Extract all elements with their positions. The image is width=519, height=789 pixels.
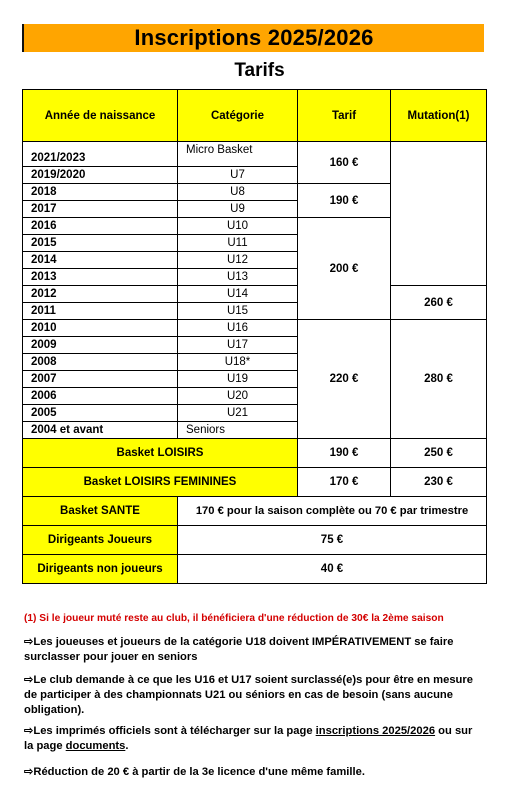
table-row — [23, 142, 487, 167]
note-text: Le club demande à ce que les U16 et U17 soient surclassé(e)s pour être en mesure de participer à des championnats U21 ou séniors en cas de besoin (sans aucune obligation). — [24, 674, 473, 716]
arrow-icon: ⇨ — [24, 636, 34, 648]
category: U13 — [178, 269, 298, 286]
category: U14 — [178, 286, 298, 303]
category: U18* — [178, 354, 298, 371]
sante-price: 170 € pour la saison complète ou 70 € par trimestre — [178, 497, 487, 526]
table-row — [23, 497, 487, 526]
birth-year: 2005 — [23, 405, 178, 422]
birth-year: 2015 — [23, 235, 178, 252]
note-text: ou sur la page — [24, 725, 473, 752]
category: U10 — [178, 218, 298, 235]
table-row — [23, 286, 487, 303]
birth-year: 2021/2023 — [23, 142, 178, 167]
column-header: Catégorie — [178, 90, 298, 142]
category: U20 — [178, 388, 298, 405]
sante-label: Basket SANTE — [23, 497, 178, 526]
category: U17 — [178, 337, 298, 354]
mutation-price: 230 € — [391, 468, 487, 497]
dirigeants-joueurs-label: Dirigeants Joueurs — [23, 526, 178, 555]
category: Micro Basket — [178, 142, 298, 167]
arrow-icon: ⇨ — [24, 766, 34, 778]
table-row — [23, 526, 487, 555]
column-header: Année de naissance — [23, 90, 178, 142]
tarifs-table — [22, 89, 487, 584]
birth-year: 2018 — [23, 184, 178, 201]
note-text: Réduction de 20 € à partir de la 3e licence d'une même famille. — [33, 766, 365, 778]
price: 190 € — [298, 184, 391, 218]
dirigeants-non-joueurs-label: Dirigeants non joueurs — [23, 555, 178, 584]
loisirs-feminines-label: Basket LOISIRS FEMININES — [23, 468, 298, 497]
price: 190 € — [298, 439, 391, 468]
birth-year: 2019/2020 — [23, 167, 178, 184]
note-text: Les joueuses et joueurs de la catégorie U18 doivent IMPÉRATIVEMENT se faire surclasser pour jouer en seniors — [24, 636, 454, 663]
section-subtitle: Tarifs — [234, 60, 285, 81]
column-header: Tarif — [298, 90, 391, 142]
dirigeants-joueurs-price: 75 € — [178, 526, 487, 555]
category: U7 — [178, 167, 298, 184]
mutation-price: 250 € — [391, 439, 487, 468]
note-reduction — [24, 765, 484, 780]
mutation-price: 280 € — [391, 320, 487, 439]
birth-year: 2010 — [23, 320, 178, 337]
note-text: Les imprimés officiels sont à télécharger sur la page — [33, 725, 316, 737]
birth-year: 2016 — [23, 218, 178, 235]
category: U12 — [178, 252, 298, 269]
birth-year: 2017 — [23, 201, 178, 218]
loisirs-label: Basket LOISIRS — [23, 439, 298, 468]
birth-year: 2006 — [23, 388, 178, 405]
mutation-footnote: (1) Si le joueur muté reste au club, il bénéficiera d'une réduction de 30€ la 2ème saison — [24, 613, 444, 624]
column-header: Mutation(1) — [391, 90, 487, 142]
birth-year: 2012 — [23, 286, 178, 303]
price: 160 € — [298, 142, 391, 184]
table-row — [23, 555, 487, 584]
birth-year: 2013 — [23, 269, 178, 286]
price: 200 € — [298, 218, 391, 320]
price: 220 € — [298, 320, 391, 439]
note-text: . — [125, 740, 129, 752]
category: U15 — [178, 303, 298, 320]
table-row — [23, 468, 487, 497]
inscriptions-link[interactable]: inscriptions 2025/2026 — [315, 725, 436, 737]
note-imprimes — [24, 724, 484, 754]
category: U19 — [178, 371, 298, 388]
category: U21 — [178, 405, 298, 422]
mutation-price: 260 € — [391, 286, 487, 320]
table-header-row — [23, 90, 487, 142]
arrow-icon: ⇨ — [24, 674, 34, 686]
birth-year: 2007 — [23, 371, 178, 388]
price: 170 € — [298, 468, 391, 497]
dirigeants-non-joueurs-price: 40 € — [178, 555, 487, 584]
category: Seniors — [178, 422, 298, 439]
title-banner — [22, 24, 484, 52]
birth-year: 2004 et avant — [23, 422, 178, 439]
note-surclassement — [24, 673, 484, 718]
birth-year: 2014 — [23, 252, 178, 269]
birth-year: 2008 — [23, 354, 178, 371]
category: U11 — [178, 235, 298, 252]
mutation-empty — [391, 142, 487, 286]
table-row — [23, 439, 487, 468]
arrow-icon: ⇨ — [24, 725, 34, 737]
category: U9 — [178, 201, 298, 218]
category: U8 — [178, 184, 298, 201]
page-title: Inscriptions 2025/2026 — [134, 25, 374, 50]
note-u18 — [24, 635, 484, 665]
table-row — [23, 320, 487, 337]
birth-year: 2009 — [23, 337, 178, 354]
birth-year: 2011 — [23, 303, 178, 320]
documents-link[interactable]: documents — [65, 740, 126, 752]
category: U16 — [178, 320, 298, 337]
